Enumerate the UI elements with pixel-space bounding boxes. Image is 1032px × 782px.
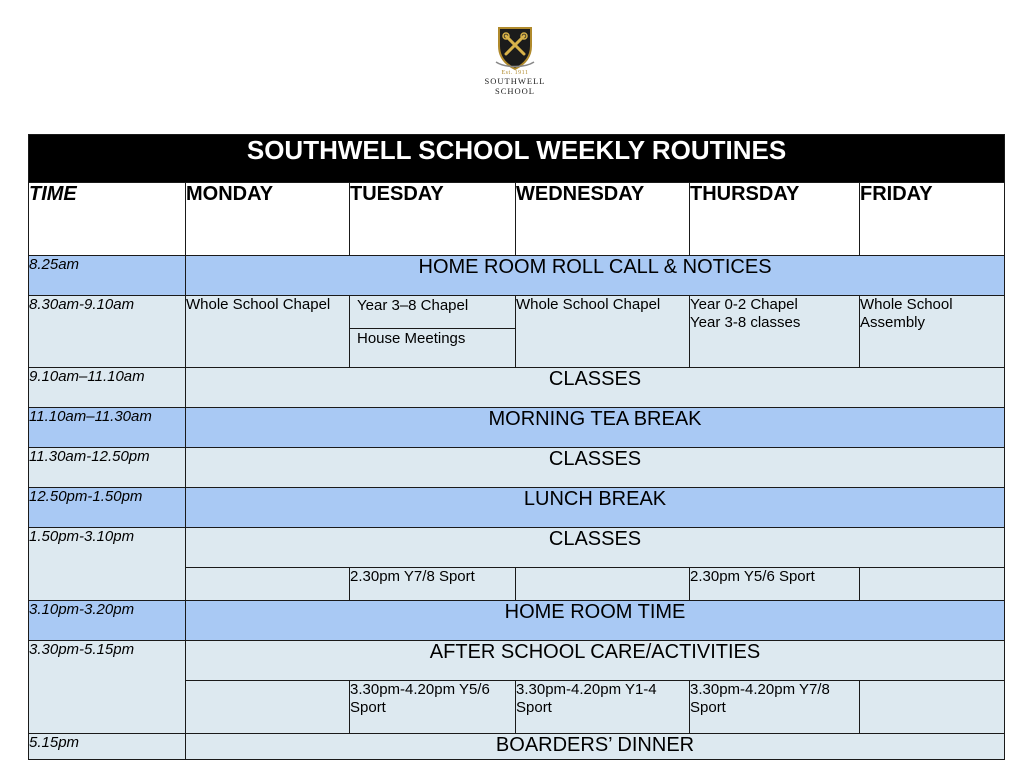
- monday-cell: [186, 568, 350, 601]
- table-row: [29, 488, 1005, 528]
- thursday-cell: [690, 296, 860, 368]
- table-row: [29, 256, 1005, 296]
- title-row: [29, 135, 1005, 183]
- table-row: [29, 734, 1005, 760]
- time-cell: 3.30pm-5.15pm: [29, 641, 186, 734]
- table-row: [29, 408, 1005, 448]
- header-monday: MONDAY: [186, 183, 350, 256]
- school-crest-icon: [493, 24, 537, 72]
- wednesday-cell: Whole School Chapel: [516, 296, 690, 368]
- table-row: [29, 448, 1005, 488]
- logo-established: Est. 1911: [501, 70, 529, 76]
- activity-cell: CLASSES: [186, 448, 1005, 488]
- thursday-line-2: Year 3-8 classes: [690, 314, 801, 331]
- friday-cell: Whole School Assembly: [860, 296, 1005, 368]
- time-cell: 1.50pm-3.10pm: [29, 528, 186, 601]
- activity-cell: BOARDERS’ DINNER: [186, 734, 1005, 760]
- table-row: [29, 641, 1005, 681]
- time-cell: 12.50pm-1.50pm: [29, 488, 186, 528]
- activity-cell: HOME ROOM ROLL CALL & NOTICES: [186, 256, 1005, 296]
- table-row: [29, 601, 1005, 641]
- table-row: [29, 528, 1005, 568]
- header-wednesday: WEDNESDAY: [516, 183, 690, 256]
- time-cell: 9.10am–11.10am: [29, 368, 186, 408]
- activity-cell: HOME ROOM TIME: [186, 601, 1005, 641]
- time-cell: 8.25am: [29, 256, 186, 296]
- time-cell: 11.10am–11.30am: [29, 408, 186, 448]
- activity-cell: CLASSES: [186, 368, 1005, 408]
- header-friday: FRIDAY: [860, 183, 1005, 256]
- activity-cell: LUNCH BREAK: [186, 488, 1005, 528]
- header-row: [29, 183, 1005, 256]
- tuesday-cell-b: House Meetings: [357, 330, 466, 347]
- thursday-line-1: Year 0-2 Chapel: [690, 296, 798, 313]
- logo-name-line1: SOUTHWELL: [484, 76, 546, 86]
- thursday-cell: 2.30pm Y5/6 Sport: [690, 568, 860, 601]
- time-cell: 3.10pm-3.20pm: [29, 601, 186, 641]
- activity-cell: AFTER SCHOOL CARE/ACTIVITIES: [186, 641, 1005, 681]
- monday-cell: Whole School Chapel: [186, 296, 350, 368]
- activity-cell: CLASSES: [186, 528, 1005, 568]
- monday-cell: [186, 681, 350, 734]
- school-logo: [470, 24, 560, 116]
- time-cell: 8.30am-9.10am: [29, 296, 186, 368]
- friday-cell: [860, 568, 1005, 601]
- header-time: TIME: [29, 183, 186, 256]
- time-cell: 11.30am-12.50pm: [29, 448, 186, 488]
- tuesday-cell: 2.30pm Y7/8 Sport: [350, 568, 516, 601]
- wednesday-cell: [516, 568, 690, 601]
- logo-name-line2: SCHOOL: [494, 86, 535, 96]
- time-cell: 5.15pm: [29, 734, 186, 760]
- tuesday-cell-a: Year 3–8 Chapel: [350, 296, 515, 329]
- tuesday-cell: [350, 296, 516, 368]
- friday-cell: [860, 681, 1005, 734]
- thursday-cell: 3.30pm-4.20pm Y7/8 Sport: [690, 681, 860, 734]
- header-thursday: THURSDAY: [690, 183, 860, 256]
- wednesday-cell: 3.30pm-4.20pm Y1-4 Sport: [516, 681, 690, 734]
- table-row: [29, 368, 1005, 408]
- header-tuesday: TUESDAY: [350, 183, 516, 256]
- weekly-routines-table: [28, 134, 1005, 760]
- table-title: SOUTHWELL SCHOOL WEEKLY ROUTINES: [29, 135, 1005, 183]
- activity-cell: MORNING TEA BREAK: [186, 408, 1005, 448]
- tuesday-cell: 3.30pm-4.20pm Y5/6 Sport: [350, 681, 516, 734]
- table-row: [29, 296, 1005, 368]
